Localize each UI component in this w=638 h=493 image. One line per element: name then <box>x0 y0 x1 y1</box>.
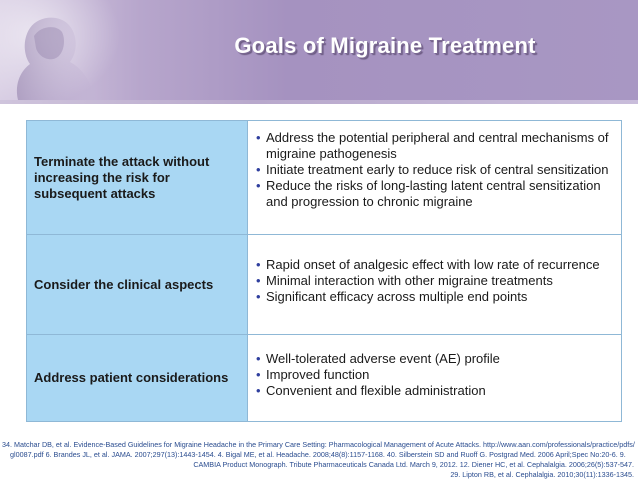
goal-cell <box>27 335 248 421</box>
bullet-text: Reduce the risks of long-lasting latent central sensitization and progression to chronic migraine <box>266 178 601 209</box>
list-item <box>256 178 615 210</box>
goal-label: Terminate the attack without increasing the risk for subsequent attacks <box>34 153 210 201</box>
bullet-text: Significant efficacy across multiple end points <box>266 289 528 304</box>
bullet-icon: • <box>256 178 261 193</box>
list-item <box>256 257 615 273</box>
reference-line: 34. Matchar DB, et al. Evidence-Based Guidelines for Migraine Headache in the Primary Care Setting: Pharmacological Management of Acute Attacks. http://www.aan.com/professionals/practice/pdfs/ <box>2 440 635 449</box>
header-divider <box>0 100 638 104</box>
bullet-list <box>256 257 615 305</box>
points-cell <box>248 335 621 421</box>
bullet-icon: • <box>256 257 261 272</box>
bullet-list <box>256 130 615 210</box>
list-item <box>256 273 615 289</box>
goal-cell <box>27 235 248 334</box>
table-row <box>27 121 621 235</box>
bullet-icon: • <box>256 162 261 177</box>
goal-cell <box>27 121 248 234</box>
bullet-text: Well-tolerated adverse event (AE) profile <box>266 351 500 366</box>
bullet-text: Improved function <box>266 367 370 382</box>
bullet-list <box>256 351 615 399</box>
goal-label: Address patient considerations <box>34 370 229 385</box>
bullet-icon: • <box>256 383 261 398</box>
header-band <box>0 0 638 100</box>
list-item <box>256 351 615 367</box>
bullet-icon: • <box>256 273 261 288</box>
points-cell <box>248 235 621 334</box>
bullet-icon: • <box>256 367 261 382</box>
references <box>2 440 636 480</box>
bullet-icon: • <box>256 289 261 304</box>
table-row <box>27 235 621 335</box>
bullet-icon: • <box>256 130 261 145</box>
table-row <box>27 335 621 421</box>
goals-table <box>26 120 622 422</box>
bullet-text: Convenient and flexible administration <box>266 383 486 398</box>
list-item <box>256 367 615 383</box>
bullet-text: Rapid onset of analgesic effect with low rate of recurrence <box>266 257 600 272</box>
bullet-text: Address the potential peripheral and central mechanisms of migraine pathogenesis <box>266 130 609 161</box>
bullet-text: Minimal interaction with other migraine treatments <box>266 273 553 288</box>
list-item <box>256 162 615 178</box>
woman-silhouette-icon <box>0 0 120 100</box>
bullet-text: Initiate treatment early to reduce risk of central sensitization <box>266 162 609 177</box>
slide-title: Goals of Migraine Treatment <box>234 33 536 58</box>
reference-line: 29. Lipton RB, et al. Cephalalgia. 2010;30(11):1336-1345. <box>450 470 634 479</box>
list-item <box>256 130 615 162</box>
reference-line: gl0087.pdf 6. Brandes JL, et al. JAMA. 2007;297(13):1443-1454. 4. Bigal ME, et al. Headache. 2008;48(8):1157-1168. 40. Silberstein SD and Ruoff G. Postgrad Med. 2006 April;Spec No:20-6. 9. <box>10 450 626 459</box>
goal-label: Consider the clinical aspects <box>34 276 214 292</box>
reference-line: CAMBIA Product Monograph. Tribute Pharmaceuticals Canada Ltd. March 9, 2012. 12. Diener HC, et al. Cephalalgia. 2006;26(5):537-547. <box>193 460 634 469</box>
bullet-icon: • <box>256 351 261 366</box>
list-item <box>256 289 615 305</box>
list-item <box>256 383 615 399</box>
points-cell <box>248 121 621 234</box>
